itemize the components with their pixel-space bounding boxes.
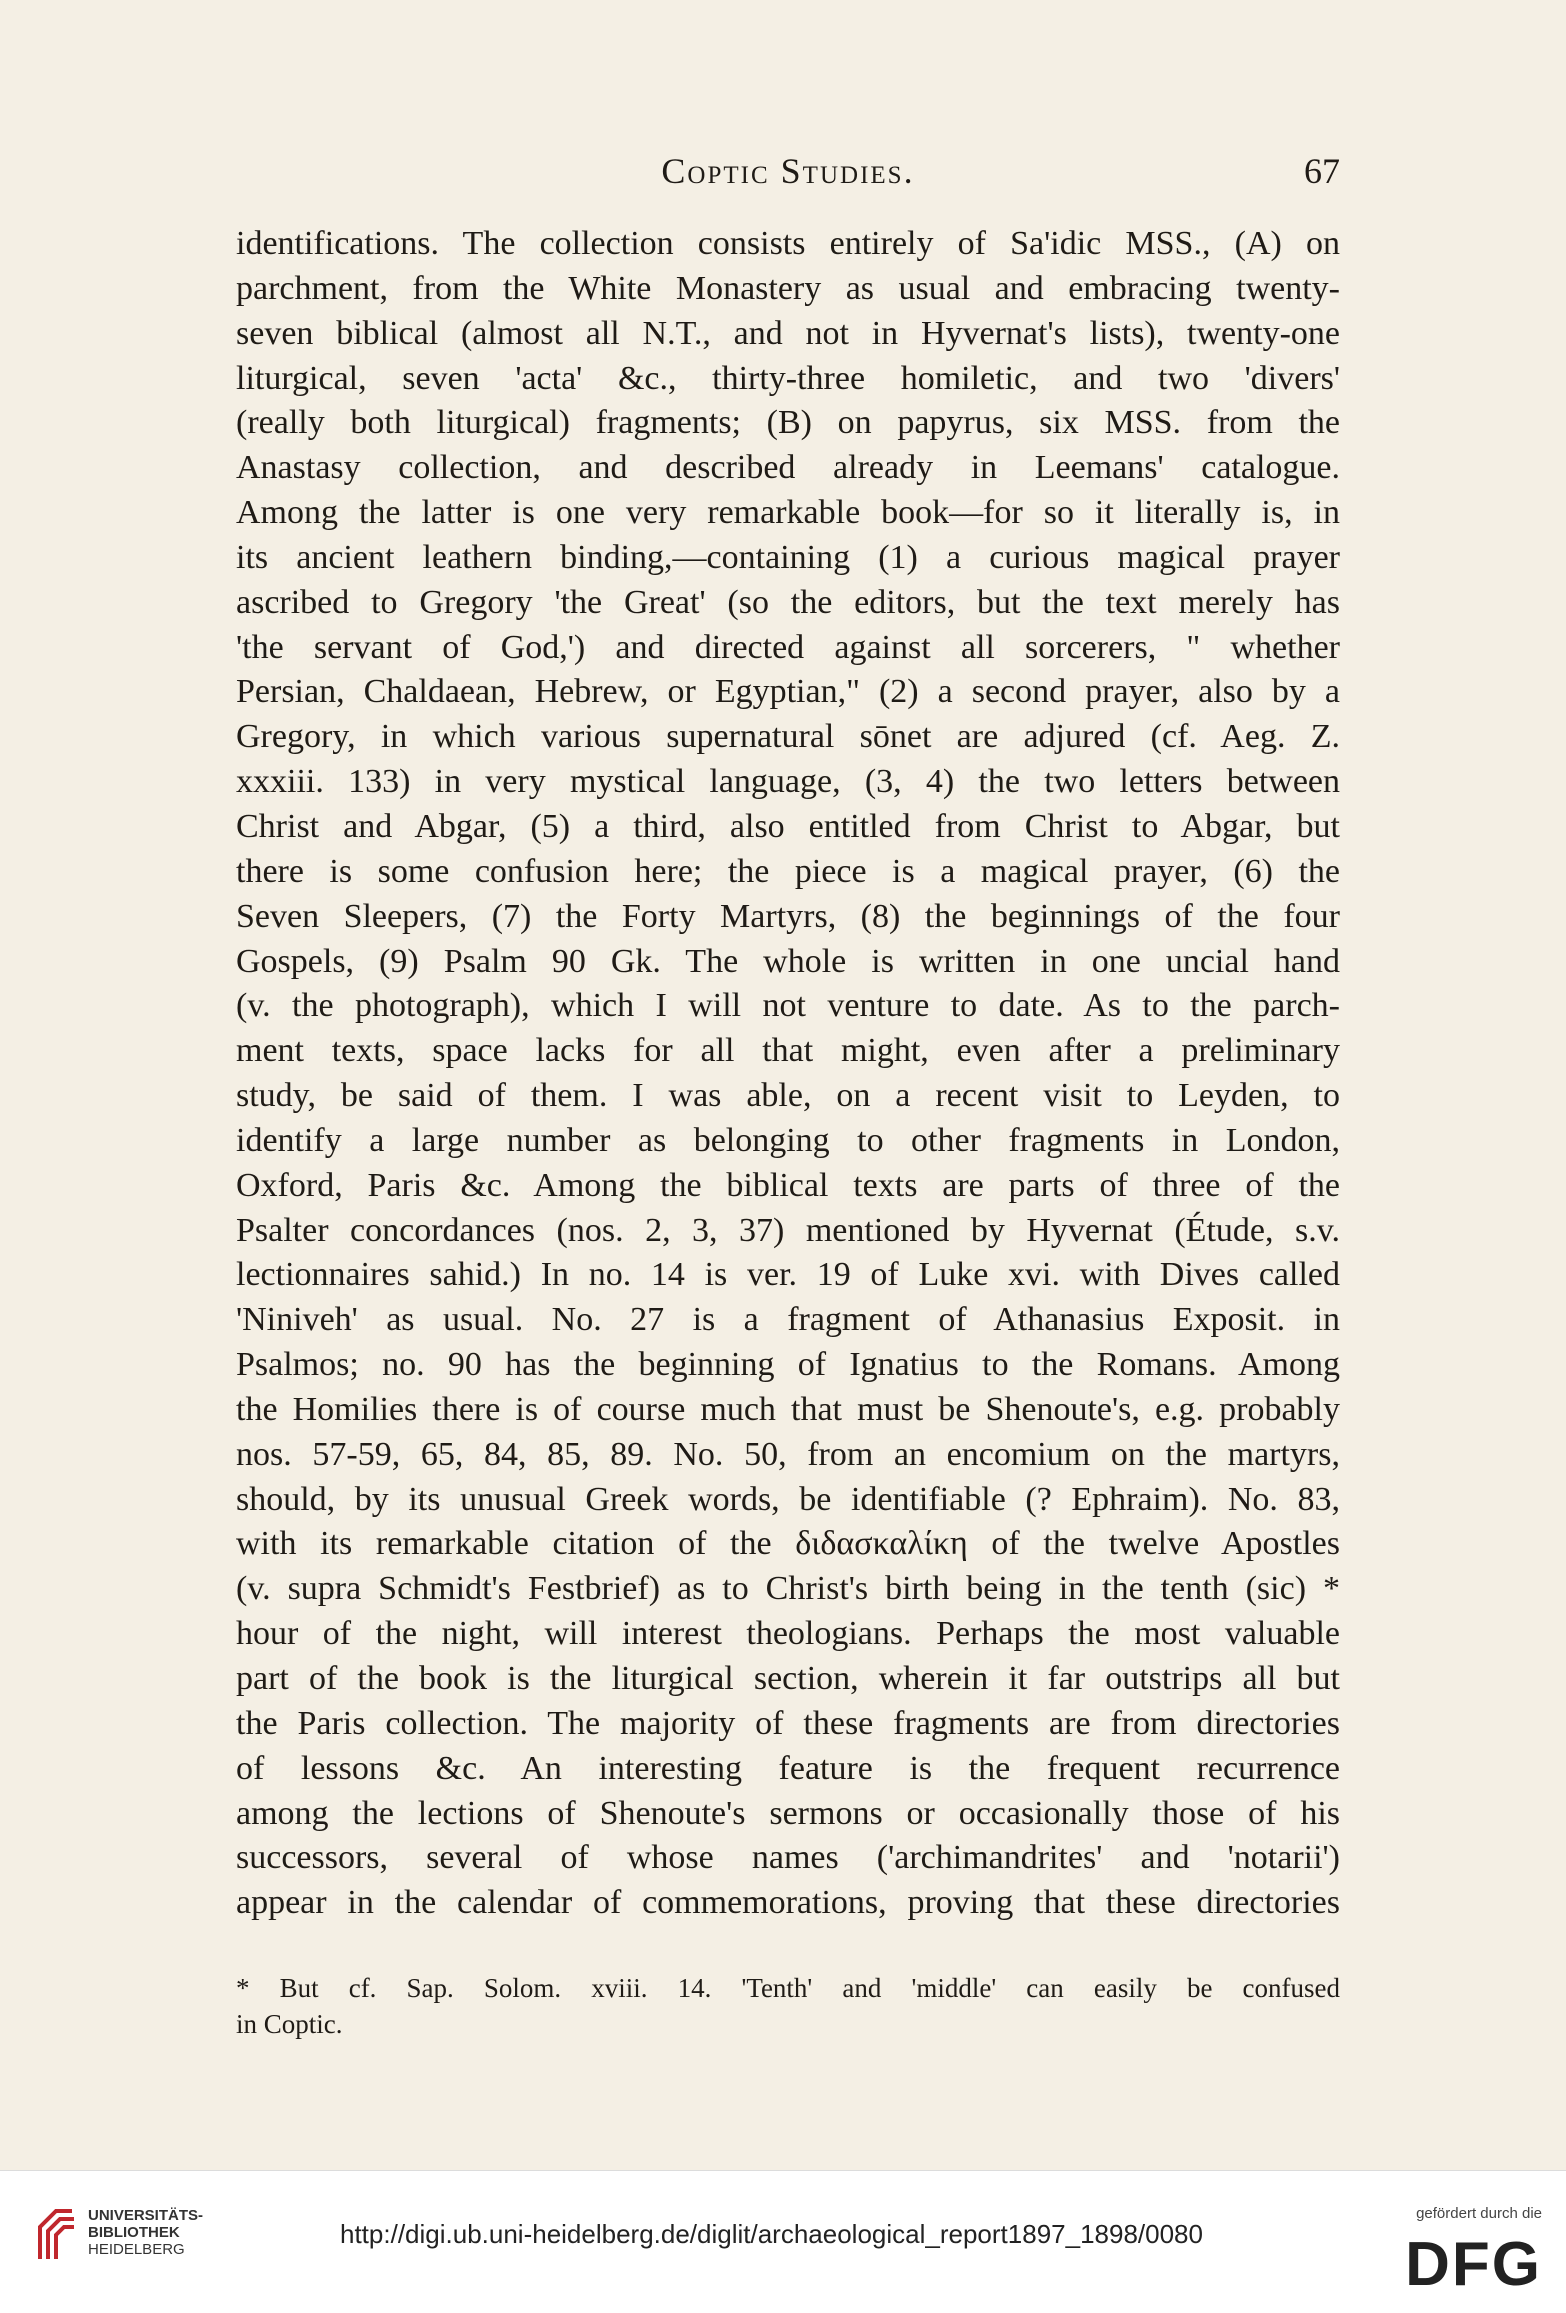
text-line: Psalter concordances (nos. 2, 3, 37) mentioned by Hyvernat (Étude, s.v. <box>236 1211 1340 1249</box>
text-line: identifications. The collection consists entirely of Sa'idic MSS., (A) on <box>236 225 1340 262</box>
text-line: 'Niniveh' as usual. No. 27 is a fragment of Athanasius Exposit. in <box>236 1301 1340 1339</box>
text-line: there is some confusion here; the piece is a magical prayer, (6) the <box>236 852 1340 890</box>
digitization-footer <box>0 2170 1566 2313</box>
text-line: successors, several of whose names ('archimandrites' and 'notarii') <box>236 1839 1340 1877</box>
text-line: liturgical, seven 'acta' &c., thirty-three homiletic, and two 'divers' <box>236 359 1340 397</box>
text-line: hour of the night, will interest theologians. Perhaps the most valuable <box>236 1615 1340 1653</box>
text-line: ascribed to Gregory 'the Great' (so the editors, but the text merely has <box>236 583 1340 621</box>
text-line: (v. supra Schmidt's Festbrief) as to Christ's birth being in the tenth (sic) * <box>236 1570 1340 1608</box>
body-text <box>236 222 1340 1926</box>
text-line: lectionnaires sahid.) In no. 14 is ver. 19 of Luke xvi. with Dives called <box>236 1256 1340 1294</box>
text-line: Persian, Chaldaean, Hebrew, or Egyptian," (2) a second prayer, also by a <box>236 673 1340 711</box>
running-title: Coptic Studies. <box>661 151 915 191</box>
text-line: among the lections of Shenoute's sermons or occasionally those of his <box>236 1794 1340 1832</box>
text-line: its ancient leathern binding,—containing (1) a curious magical prayer <box>236 538 1340 576</box>
source-url-link[interactable]: http://digi.ub.uni-heidelberg.de/diglit/archaeological_report1897_1898/0080 <box>340 2219 1203 2249</box>
footnote-line: * But cf. Sap. Solom. xviii. 14. 'Tenth' and 'middle' can easily be confused <box>236 1973 1340 2003</box>
text-line: with its remarkable citation of the διδασκαλίκη of the twelve Apostles <box>236 1525 1340 1563</box>
footnote-line: in Coptic. <box>236 2009 343 2039</box>
text-line: xxxiii. 133) in very mystical language, (3, 4) the two letters between <box>236 763 1340 801</box>
funding-note: gefördert durch die <box>1416 2205 1542 2222</box>
text-line: Seven Sleepers, (7) the Forty Martyrs, (8) the beginnings of the four <box>236 897 1340 935</box>
text-line: identify a large number as belonging to other fragments in London, <box>236 1121 1340 1159</box>
text-line: of lessons &c. An interesting feature is the frequent recurrence <box>236 1749 1340 1787</box>
footnote <box>236 1970 1340 2042</box>
text-line: study, be said of them. I was able, on a recent visit to Leyden, to <box>236 1077 1340 1115</box>
running-header <box>236 150 1340 196</box>
text-line: Among the latter is one very remarkable book—for so it literally is, in <box>236 494 1340 532</box>
text-line: Anastasy collection, and described already in Leemans' catalogue. <box>236 449 1340 487</box>
text-line: part of the book is the liturgical section, wherein it far outstrips all but <box>236 1660 1340 1697</box>
library-name: UNIVERSITÄTS- BIBLIOTHEK HEIDELBERG <box>88 2207 204 2258</box>
text-line: nos. 57-59, 65, 84, 85, 89. No. 50, from an encomium on the martyrs, <box>236 1435 1340 1473</box>
text-line: ment texts, space lacks for all that might, even after a preliminary <box>236 1032 1340 1070</box>
library-logo-icon <box>36 2203 78 2263</box>
text-line: the Homilies there is of course much that must be Shenoute's, e.g. probably <box>236 1390 1340 1428</box>
text-line: Psalmos; no. 90 has the beginning of Ignatius to the Romans. Among <box>236 1346 1340 1384</box>
dfg-logo: DFG <box>1405 2230 1542 2299</box>
text-line: the Paris collection. The majority of these fragments are from directories <box>236 1704 1340 1742</box>
page-number: 67 <box>1304 151 1340 191</box>
text-line: (really both liturgical) fragments; (B) on papyrus, six MSS. from the <box>236 404 1340 442</box>
text-line: 'the servant of God,') and directed against all sorcerers, " whether <box>236 628 1340 666</box>
text-line: (v. the photograph), which I will not venture to date. As to the parch- <box>236 987 1340 1025</box>
text-line: should, by its unusual Greek words, be identifiable (? Ephraim). No. 83, <box>236 1480 1340 1518</box>
text-line: Oxford, Paris &c. Among the biblical texts are parts of three of the <box>236 1166 1340 1204</box>
text-line: Gospels, (9) Psalm 90 Gk. The whole is written in one uncial hand <box>236 942 1340 980</box>
text-line: parchment, from the White Monastery as usual and embracing twenty- <box>236 269 1340 307</box>
text-line: seven biblical (almost all N.T., and not in Hyvernat's lists), twenty-one <box>236 314 1340 352</box>
text-line: appear in the calendar of commemorations, proving that these directories <box>236 1884 1340 1922</box>
text-line: Christ and Abgar, (5) a third, also entitled from Christ to Abgar, but <box>236 807 1340 845</box>
text-line: Gregory, in which various supernatural sōnet are adjured (cf. Aeg. Z. <box>236 718 1340 756</box>
